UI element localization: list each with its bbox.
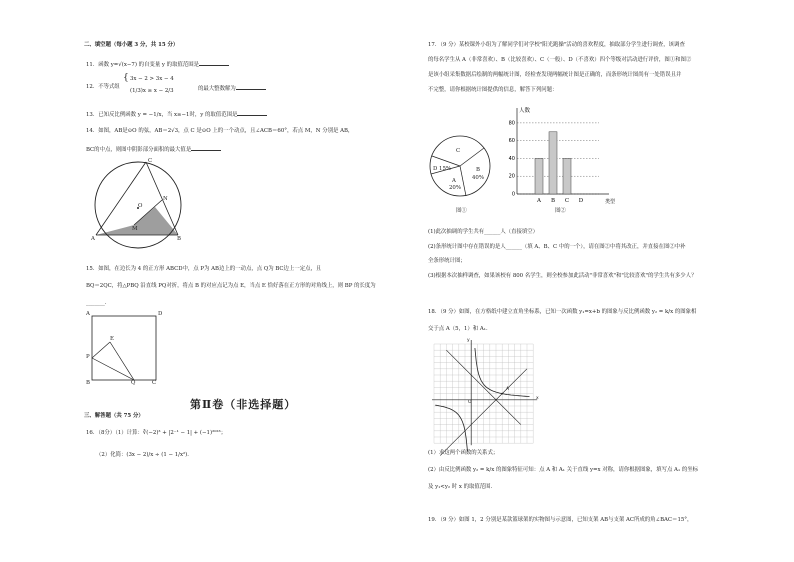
question-17-part-3: (3)根据本次抽样调查，如果该校有 800 名学生，则全校参加此活动"非常喜欢"和"比较喜欢"的学生共有多少人？	[428, 273, 697, 279]
segment-pq	[92, 358, 134, 380]
question-15-line-1: 15．如图，在边长为 4 的正方形 ABCD中，点 P为 AB边上的一动点，点 Q为 BC边上一定点，且	[86, 266, 322, 272]
label-p: P	[86, 354, 90, 360]
question-17-line-4: 不完整，请你根据统计图提供的信息，解答下列问题：	[428, 87, 558, 93]
question-14-line-2: BC的中点，则图中阴影部分面积的最大值是	[86, 145, 221, 154]
label-m: M	[132, 226, 138, 232]
question-18-part-2-line-1: (2）由反比例函数 y₂ = k/x 的图象特征可知：点 A 和 A₁ 关于直线 y=x 对称，请你根据图象，填写点 A₁ 的坐标	[428, 467, 698, 473]
question-12-prefix: 12．不等式组	[86, 84, 120, 90]
x-tick-label: C	[564, 198, 570, 204]
x-tick-label: D	[578, 198, 584, 204]
question-18-line-2: 交于点 A（5，1）和 A₁．	[428, 326, 492, 332]
question-14-line-1: 14．如图，AB是⊙O 的弦，AB＝2√3，点 C 是⊙O 上的一个动点，且∠ACB＝60°，若点 M，N 分别是 AB，	[86, 128, 354, 134]
bar-B	[549, 132, 557, 194]
question-12-inequality-2: (1/3)x ≥ x − 2/3	[130, 88, 174, 94]
segment-pe	[92, 342, 110, 358]
label-a: A	[86, 311, 90, 317]
question-13: 13．已知反比例函数 y = −1/x，当 x≥−1时，y 的取值范围是	[86, 110, 267, 119]
pie-label-c: C	[456, 148, 461, 154]
question-11: 11．函数 y=√(x−7) 的自变量 y 的取值范围是	[86, 60, 229, 69]
origin-label: O	[468, 400, 472, 405]
question-18-part-2-line-2: 及 y₁<y₂ 时 x 的取值范围．	[428, 484, 496, 490]
pie-label-a-pct: 20%	[449, 185, 461, 191]
y-tick-label: 80	[508, 120, 515, 127]
question-17-part-2-line-2: 全条形统计图；	[428, 258, 466, 264]
label-c: C	[148, 158, 153, 164]
y-tick-label: 60	[508, 138, 515, 145]
point-label-a: A	[506, 387, 510, 392]
brace-icon: {	[123, 73, 129, 83]
x-tick-label: B	[550, 198, 556, 204]
label-q: Q	[131, 380, 136, 386]
section-solutions: 三、解答题（共 75 分）	[84, 413, 144, 419]
question-16-part-2: （2）化简：(3x − 2)/x ÷ (1 − 1/x²)．	[96, 452, 193, 458]
bar-C	[563, 158, 571, 194]
bar-chart	[505, 106, 625, 214]
label-b: B	[86, 380, 90, 386]
question-17-part-1: (1)此次抽调的学生共有______人（直接填空）	[428, 229, 539, 235]
point-a	[501, 393, 503, 395]
question-12-suffix: 的最大整数解为	[198, 84, 266, 93]
y-tick-label: 40	[508, 155, 515, 162]
question-16-part-1: 16．（8分）（1）计算：∛(−2)³ + |2⁻¹ − 1| + (−1)²⁰²³；	[86, 430, 227, 436]
question-15-line-3: _______．	[86, 300, 111, 306]
label-a: A	[91, 236, 95, 242]
axis-label-x: x	[536, 396, 539, 401]
label-o: O	[138, 203, 143, 209]
volume-2-title: 第Ⅱ卷（非选择题）	[190, 398, 297, 411]
question-15-line-2: BQ＝2QC，将△PBQ 沿直线 PQ对折，将点 B 的对应点记为点 E，当点 E 恰好落在正方形的对角线上，则 BP 的长度为	[86, 283, 376, 289]
y-axis-title: 人数	[519, 108, 531, 114]
section-fill-blank: 二、填空题（每小题 3 分，共 15 分）	[84, 42, 179, 48]
question-12-inequality-1: 3x − 2 > 3x − 4	[130, 76, 174, 82]
question-18-line-1: 18．（9 分）如图，在方格纸中建立直角坐标系，已知一次函数 y₁=x+b 的图象与反比例函数 y₂ = k/x 的图象相	[428, 309, 697, 315]
bar-A	[535, 158, 543, 194]
bar-caption: 图②	[555, 208, 566, 214]
question-17-line-2: 的每名学生从 A（非常喜欢）、B（比较喜欢）、C（一般）、D（不喜欢）四个等级对活动进行评价，图①和图②	[428, 57, 692, 63]
coordinate-grid-figure	[432, 340, 536, 448]
pie-caption: 图①	[456, 208, 467, 214]
y-tick-label: 20	[508, 173, 515, 180]
question-18-part-1: (1）求这两个函数的关系式；	[428, 450, 499, 456]
pie-label-a: A	[452, 178, 456, 184]
label-c: C	[152, 380, 157, 386]
pie-label-b: B	[476, 167, 480, 173]
segment-eq	[110, 342, 134, 380]
axis-label-y: y	[467, 338, 470, 343]
label-e: E	[110, 336, 114, 342]
question-19: 19．（9 分）如图 1，2 分别是某款篮球架的实物图与示意图，已知支架 AB与支架 AC所成的角∠BAC＝15°，	[428, 517, 693, 523]
pie-label-b-pct: 40%	[472, 175, 484, 181]
question-17-line-1: 17．（9 分）某校课外小组为了解同学们对学校"阳光跑操"活动的喜欢程度，抽取部分学生进行调查，该调查	[428, 42, 685, 48]
question-17-part-2-line-1: (2)条形统计图中存在错误的是人______（填 A、B、C 中的一个），请在图②中将其改正，并直接在图②中补	[428, 244, 686, 250]
square-abcd	[92, 316, 156, 380]
label-d: D	[158, 311, 163, 317]
x-tick-label: A	[537, 198, 541, 204]
figure-q14-circle	[90, 160, 200, 250]
pie-label-d: D 15%	[433, 166, 452, 172]
y-tick-label: 0	[511, 191, 515, 198]
label-n: N	[163, 196, 168, 202]
figure-q15-square	[88, 314, 160, 384]
label-b: B	[177, 236, 181, 242]
x-axis-title: 类型	[605, 199, 616, 205]
question-17-line-3: 是该小组采集数据后绘制的两幅统计图，经检查发现两幅统计图是正确的，而条形统计图尚有一处错误且并	[428, 72, 682, 78]
